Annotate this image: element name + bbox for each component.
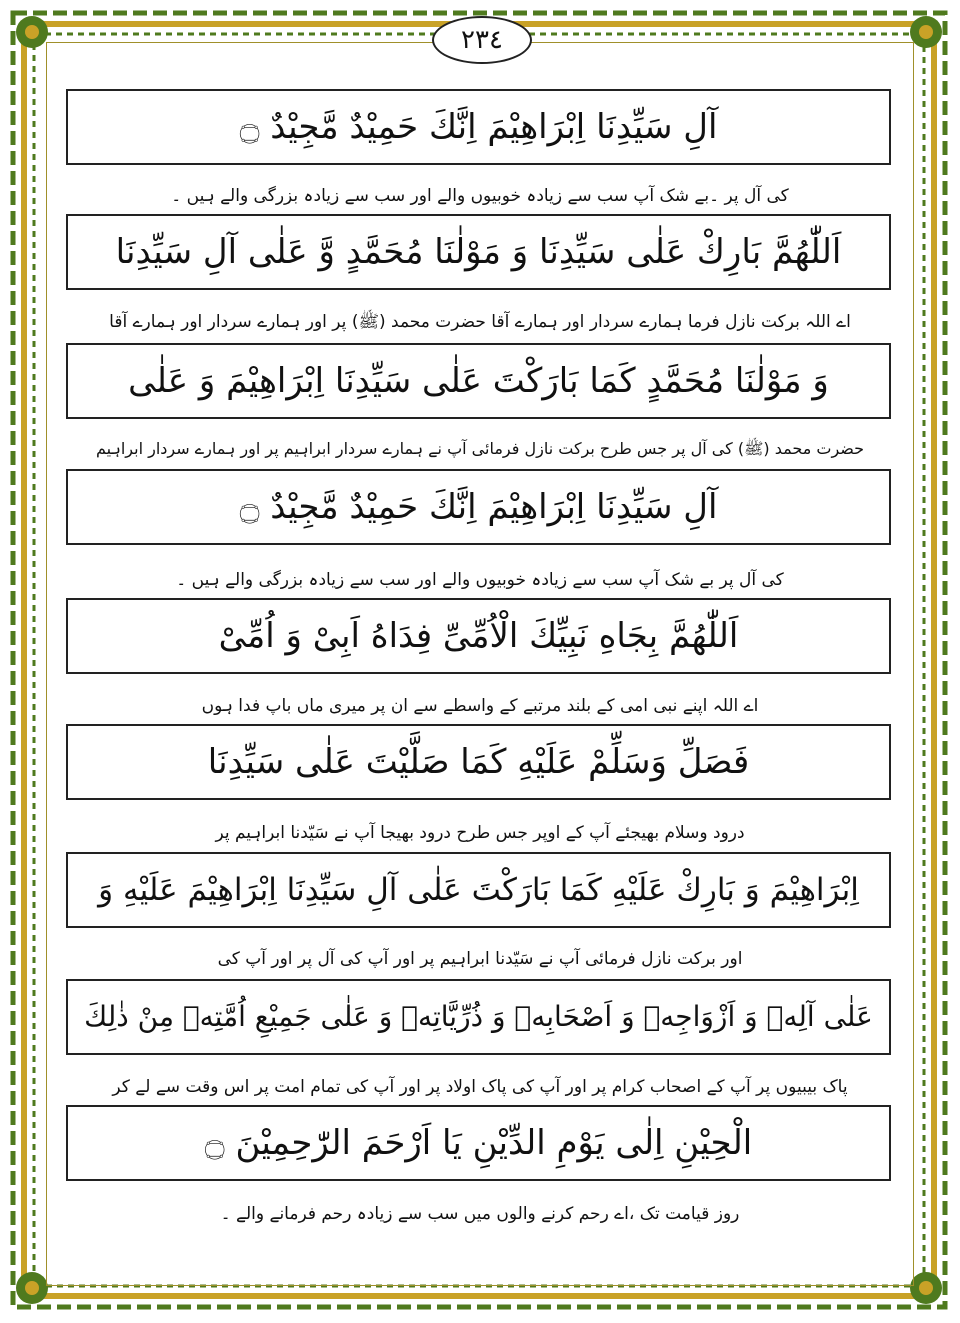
arabic-verse: اِبْرَاهِیْمَ وَ بَارِكْ عَلَیْهِ كَمَا بَارَكْتَ عَلٰى آلِ سَیِّدِنَا اِبْرَاهِیْمَ عَلَیْهِ وَ	[98, 871, 859, 908]
urdu-translation-text: اور برکت نازل فرمائی آپ نے سَیّدنا ابراہیم پر اور آپ کی آل پر اور آپ کی	[217, 948, 743, 969]
urdu-translation	[80, 309, 880, 337]
urdu-translation	[80, 1199, 880, 1227]
arabic-verse-box	[66, 1105, 891, 1181]
urdu-translation	[80, 181, 880, 209]
arabic-verse: اَللّٰهُمَّ بَارِكْ عَلٰى سَیِّدِنَا وَ مَوْلٰنَا مُحَمَّدٍ وَّ عَلٰى آلِ سَیِّدِنَا	[115, 232, 842, 272]
urdu-translation-text: اے اللہ اپنے نبی امی کے بلند مرتبے کے واسطے سے ان پر میری ماں باپ فدا ہوں	[201, 695, 759, 716]
urdu-translation-text: درود وسلام بھیجئے آپ کے اوپر جس طرح درود بھیجا آپ نے سَیّدنا ابراہیم پر	[215, 822, 745, 843]
page-number: ٢٣٤	[432, 16, 532, 64]
urdu-translation-text: روز قیامت تک ،اے رحم کرنے والوں میں سب سے زیادہ رحم فرمانے والے ۔	[220, 1203, 740, 1224]
arabic-verse-box	[66, 214, 891, 290]
arabic-verse-box	[66, 724, 891, 800]
urdu-translation-text: پاک بیبیوں پر آپ کے اصحاب کرام پر اور آپ کی پاک اولاد پر اور آپ کی تمام امت پر اس وقت سے لے کر	[112, 1076, 848, 1097]
arabic-verse: وَ مَوْلٰنَا مُحَمَّدٍ كَمَا بَارَكْتَ عَلٰى سَیِّدِنَا اِبْرَاهِیْمَ وَ عَلٰى	[128, 361, 829, 401]
arabic-verse-box	[66, 469, 891, 545]
urdu-translation	[80, 944, 880, 972]
arabic-verse: الْحِیْنِ اِلٰى یَوْمِ الدِّیْنِ یَا اَرْحَمَ الرّٰحِمِیْنَ ۝	[204, 1123, 753, 1163]
arabic-verse: آلِ سَیِّدِنَا اِبْرَاهِیْمَ اِنَّكَ حَمِیْدٌ مَّجِیْدٌ ۝	[239, 107, 718, 147]
arabic-verse: آلِ سَیِّدِنَا اِبْرَاهِیْمَ اِنَّكَ حَمِیْدٌ مَّجِیْدٌ ۝	[239, 487, 718, 527]
arabic-verse: عَلٰى آلِهٖ وَ اَزْوَاجِهٖ وَ اَصْحَابِهٖ وَ ذُرِّیَّاتِهٖ وَ عَلٰى جَمِیْعِ اُمَّتِهٖ مِنْ ذٰلِكَ	[84, 1000, 873, 1033]
arabic-verse: فَصَلِّ وَسَلِّمْ عَلَیْهِ كَمَا صَلَّیْتَ عَلٰى سَیِّدِنَا	[207, 742, 750, 782]
urdu-translation-text: حضرت محمد (ﷺ) کی آل پر جس طرح برکت نازل فرمائی آپ نے ہمارے سردار ابراہیم پر اور ہمارے سردار ابراہیم	[95, 438, 865, 458]
urdu-translation-text: اے اللہ برکت نازل فرما ہمارے سردار اور ہمارے آقا حضرت محمد (ﷺ) پر اور ہمارے سردار اور ہمارے آقا	[109, 311, 851, 332]
arabic-verse-box	[66, 89, 891, 165]
urdu-translation-text: کی آل پر بے شک آپ سب سے زیادہ خوبیوں والے اور سب سے زیادہ بزرگی والے ہیں ۔	[176, 569, 784, 590]
urdu-translation	[80, 691, 880, 719]
arabic-verse-box	[66, 852, 891, 928]
arabic-verse-box	[66, 979, 891, 1055]
arabic-verse-box	[66, 598, 891, 674]
urdu-translation-text: کی آل پر ۔بے شک آپ سب سے زیادہ خوبیوں والے اور سب سے زیادہ بزرگی والے ہیں ۔	[171, 185, 789, 206]
urdu-translation	[80, 818, 880, 846]
urdu-translation	[80, 1072, 880, 1100]
urdu-translation	[80, 565, 880, 593]
arabic-verse-box	[66, 343, 891, 419]
arabic-verse: اَللّٰهُمَّ بِجَاهِ نَبِیِّكَ الْاُمِّیِّ فِدَاهُ اَبِیْ وَ اُمِّیْ	[218, 616, 739, 656]
urdu-translation	[80, 436, 880, 464]
